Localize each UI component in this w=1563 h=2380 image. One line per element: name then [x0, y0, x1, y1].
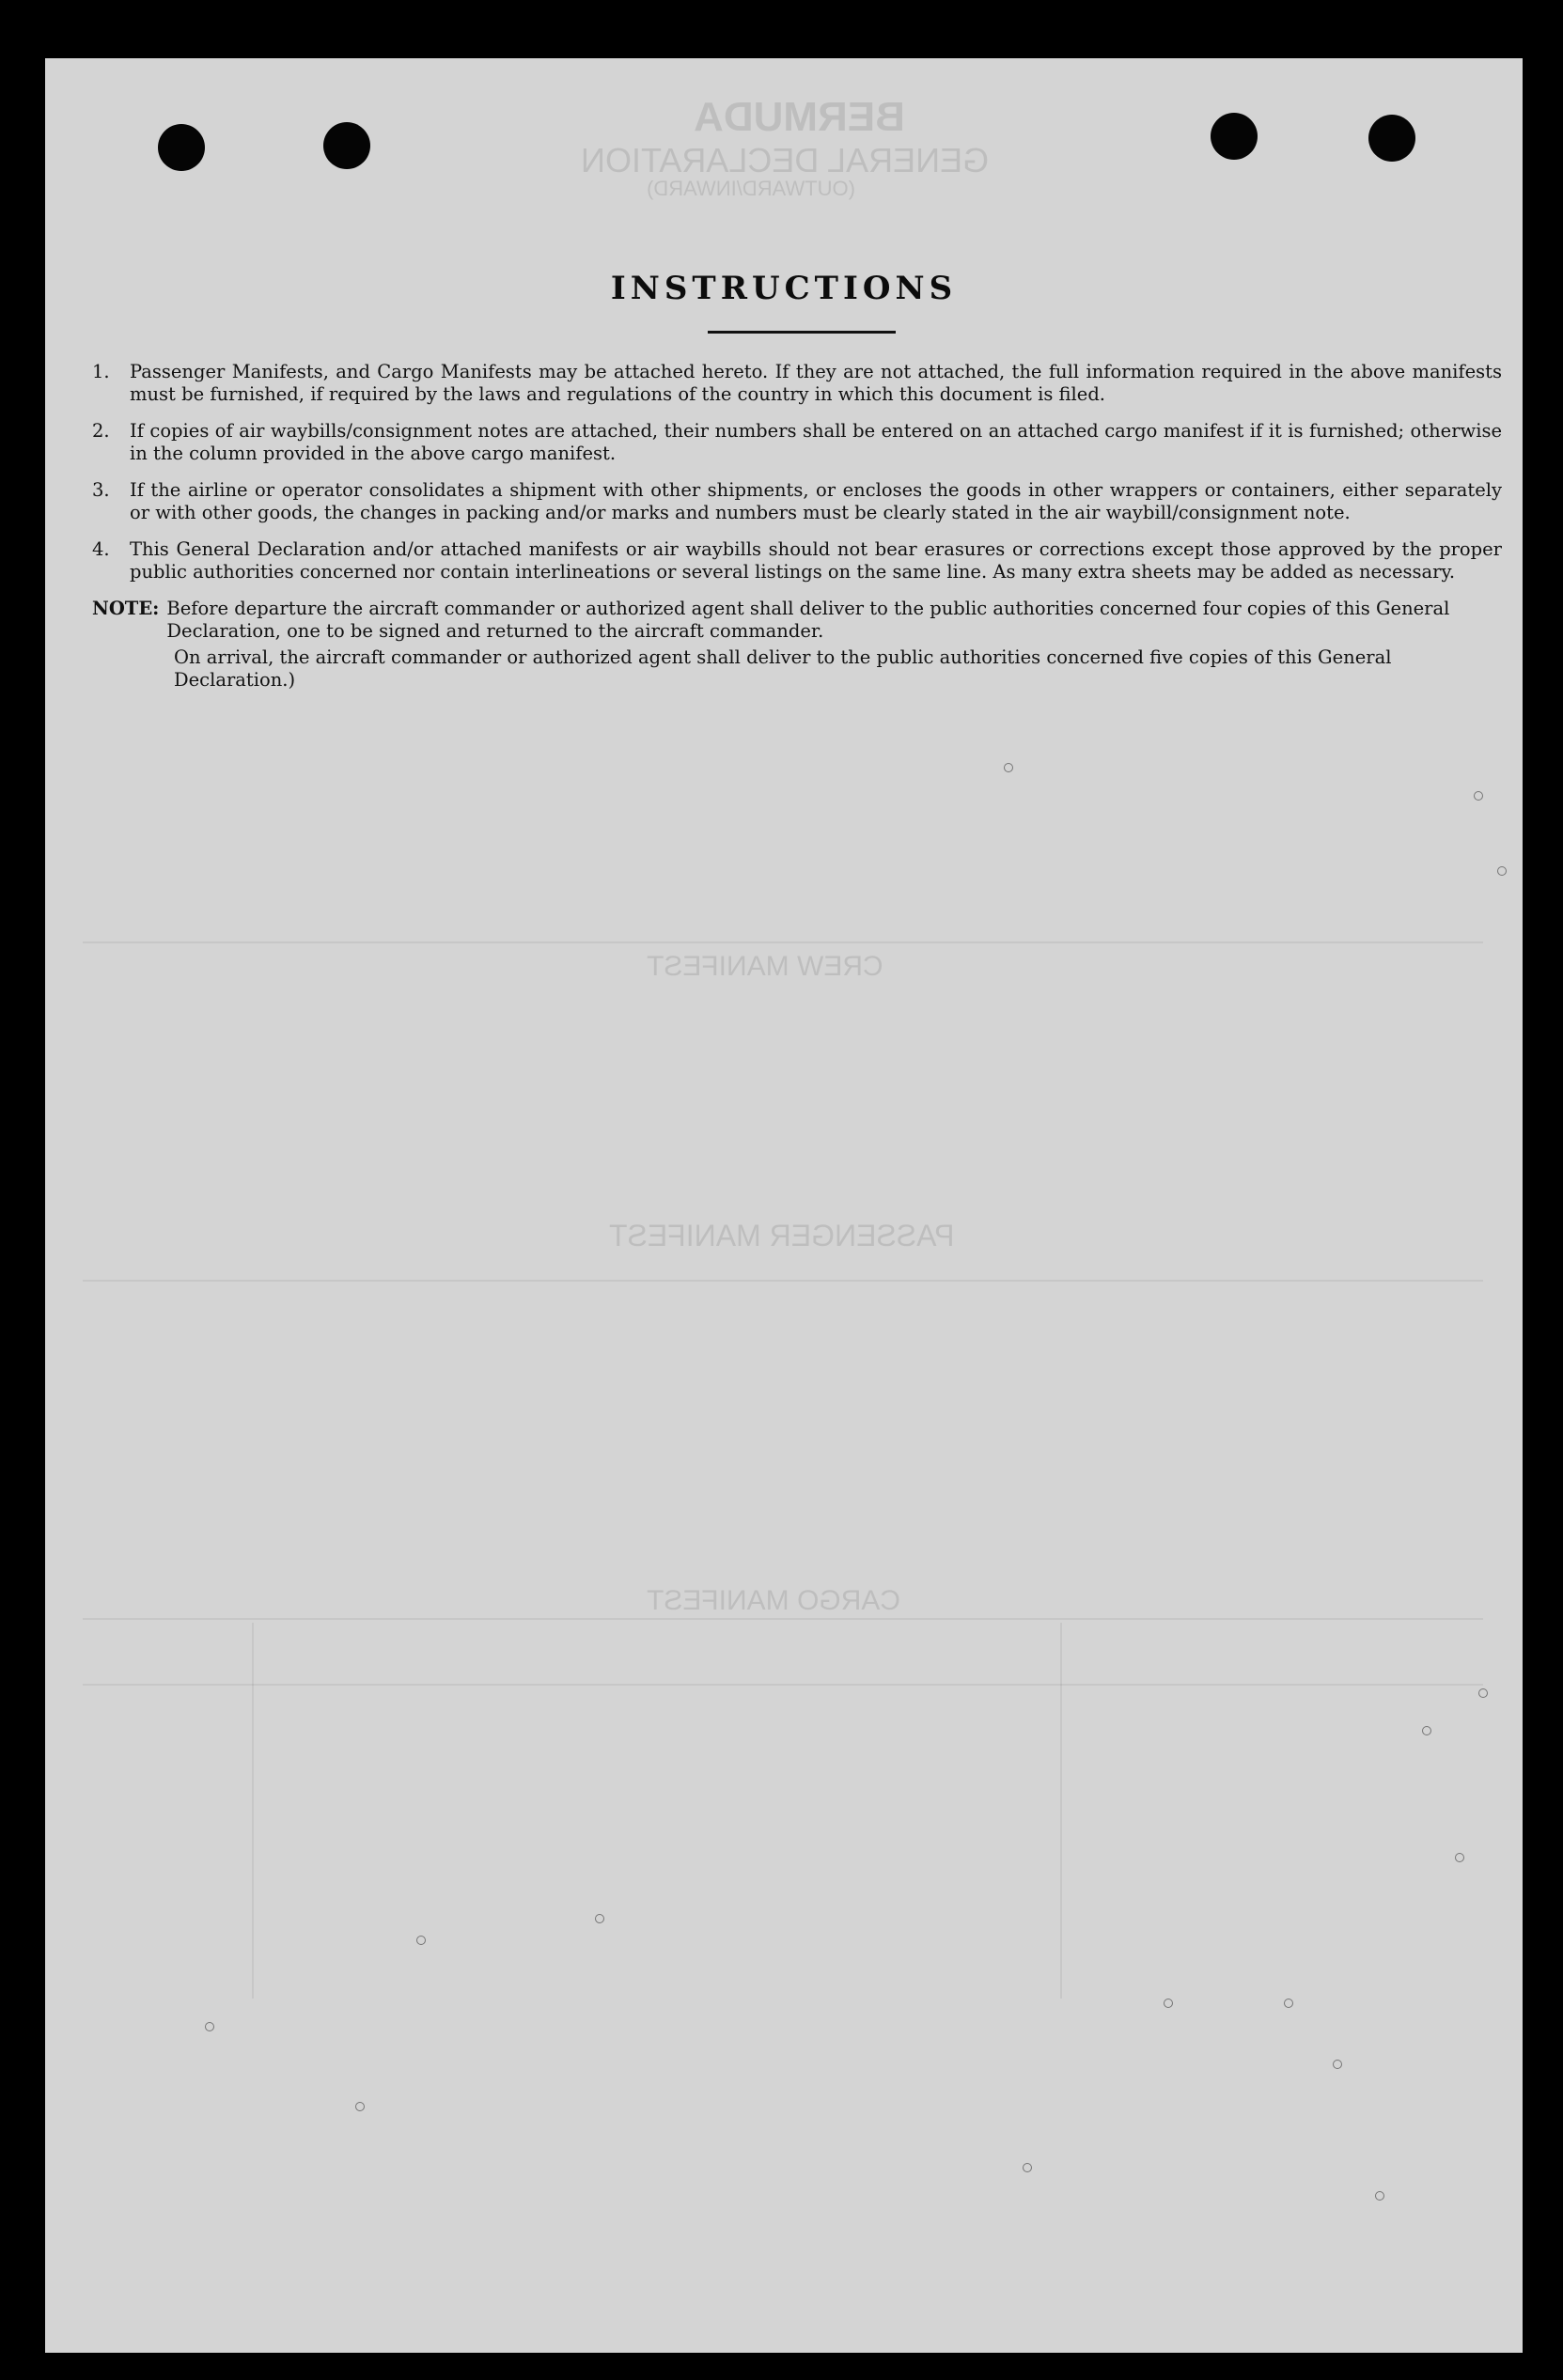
instruction-text: Passenger Manifests, and Cargo Manifests may be attached hereto. If they are not attached, the full information required in the above manifests must be furnished, if required by the laws and regulations of the country in which this document is filed. [130, 361, 1502, 405]
instruction-item [92, 479, 1502, 524]
instruction-number: 4. [92, 538, 110, 560]
show-through-passenger: PASSENGER MANIFEST [609, 1219, 955, 1252]
paper-speck [1023, 2163, 1032, 2172]
show-through-cargo: CARGO MANIFEST [647, 1585, 901, 1616]
paper-speck [1284, 1999, 1293, 2008]
title-underline [708, 331, 896, 334]
paper-speck [1333, 2060, 1342, 2069]
show-through-rule [83, 1684, 1483, 1686]
paper-speck [1455, 1853, 1464, 1862]
punch-hole-left-2 [323, 122, 370, 169]
instruction-item [92, 420, 1502, 465]
show-through-heading-3: (OUTWARD/INWARD) [647, 177, 855, 200]
instruction-number: 1. [92, 361, 110, 382]
show-through-column [252, 1623, 254, 1999]
instruction-text: This General Declaration and/or attached manifests or air waybills should not bear erasures or corrections except those approved by the proper public authorities concerned nor contain interlineations or several listings on the same line. As many extra sheets may be added as necessary. [130, 538, 1502, 583]
document-page [45, 58, 1523, 2353]
paper-speck [1474, 791, 1483, 801]
paper-speck [416, 1936, 426, 1945]
paper-speck [1164, 1999, 1173, 2008]
note-label: NOTE: [92, 598, 160, 619]
show-through-heading-1: BERMUDA [694, 94, 905, 140]
punch-hole-right-1 [1211, 113, 1258, 160]
punch-hole-right-2 [1368, 115, 1415, 162]
instruction-number: 3. [92, 479, 110, 501]
paper-speck [1004, 763, 1013, 772]
show-through-column [1060, 1623, 1062, 1999]
paper-speck [205, 2022, 214, 2031]
note-text: Before departure the aircraft commander or authorized agent shall deliver to the public authorities concerned four copies of this General Declaration, one to be signed and returned to the aircraft commander. [166, 598, 1450, 642]
show-through-crew: CREW MANIFEST [647, 951, 883, 982]
page-title: INSTRUCTIONS [610, 270, 958, 307]
show-through-heading-2: GENERAL DECLARATION [581, 141, 990, 179]
instruction-text: If copies of air waybills/consignment notes are attached, their numbers shall be entered on an attached cargo manifest if it is furnished; otherwise in the column provided in the above cargo manifest. [130, 420, 1502, 464]
punch-hole-left-1 [158, 124, 205, 171]
paper-speck [1422, 1726, 1431, 1735]
note-block [92, 598, 1502, 643]
paper-speck [1497, 866, 1507, 876]
show-through-rule [83, 1618, 1483, 1620]
paper-speck [1375, 2191, 1384, 2201]
instruction-item [92, 538, 1502, 583]
paper-speck [595, 1914, 604, 1923]
instructions-list [92, 361, 1502, 692]
instruction-text: If the airline or operator consolidates a shipment with other shipments, or encloses the goods in other wrappers or containers, either separately or with other goods, the changes in packing and/or marks and numbers must be clearly stated in the air waybill/consignment note. [130, 479, 1502, 523]
paper-speck [1478, 1688, 1488, 1698]
instruction-number: 2. [92, 420, 110, 442]
note-text-arrival: On arrival, the aircraft commander or authorized agent shall deliver to the public authorities concerned five copies of this General Declaration.) [174, 646, 1392, 691]
paper-speck [355, 2102, 365, 2111]
show-through-rule [83, 941, 1483, 943]
show-through-rule [83, 1280, 1483, 1282]
instruction-item [92, 361, 1502, 406]
